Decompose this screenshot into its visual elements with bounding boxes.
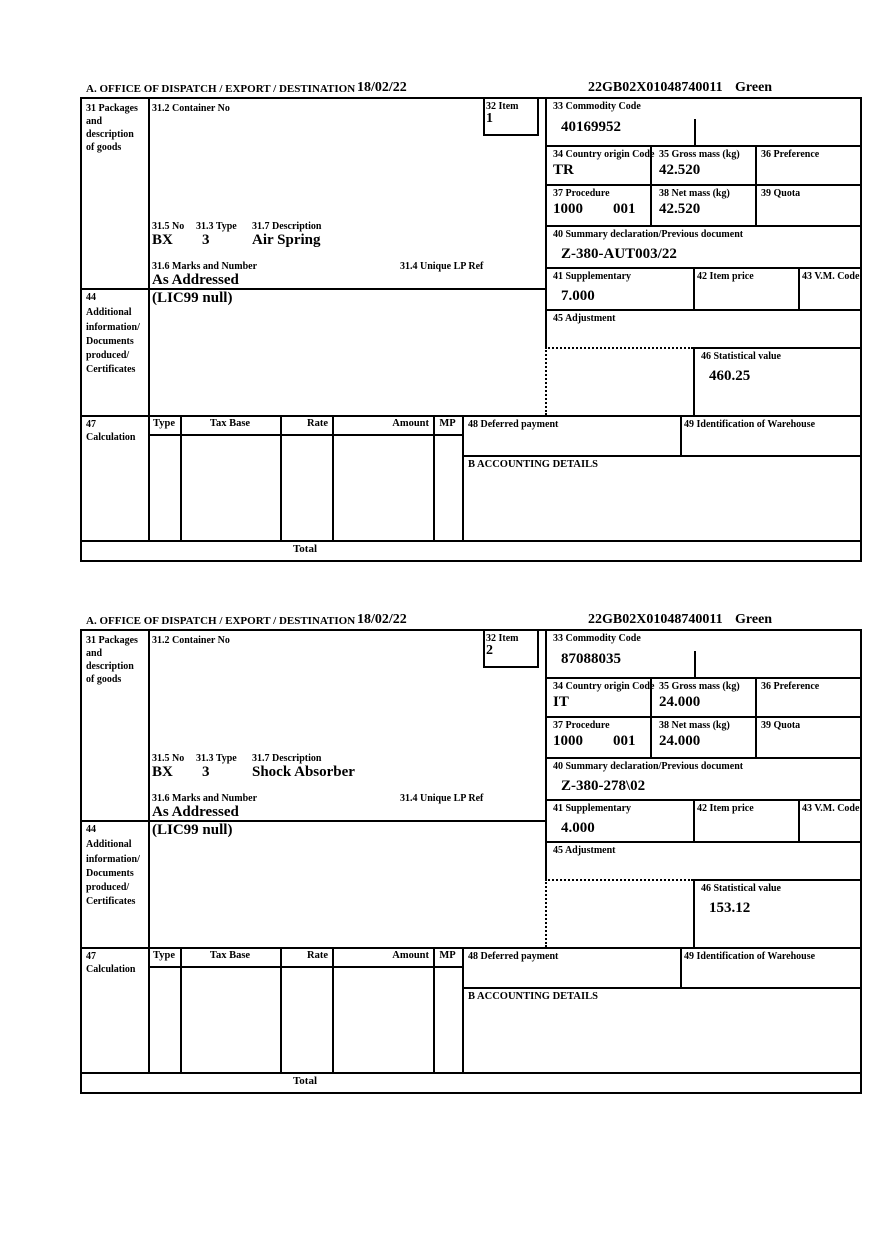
item-form-border bbox=[80, 97, 862, 562]
total-row-top-border bbox=[82, 540, 860, 542]
preference-label: 36 Preference bbox=[761, 149, 820, 160]
box31-label-3: description bbox=[86, 129, 134, 140]
col-header-amount: Amount bbox=[392, 950, 429, 961]
item-no-value: 1 bbox=[486, 111, 493, 126]
col-header-type: Type bbox=[153, 950, 175, 961]
total-row-top-border bbox=[82, 1072, 860, 1074]
vm-code-label: 43 V.M. Code bbox=[802, 803, 860, 814]
box33-bottom-border bbox=[545, 145, 860, 147]
col-header-rate: Rate bbox=[307, 950, 328, 961]
package-type-label: 31.3 Type bbox=[196, 753, 237, 764]
dashed-box-top-border bbox=[545, 347, 693, 349]
box33-bottom-border bbox=[545, 677, 860, 679]
box44-label-5: produced/ bbox=[86, 350, 130, 361]
box44-label-2: Additional bbox=[86, 307, 132, 318]
box47-top-border bbox=[82, 415, 860, 417]
tax-table-header-underline bbox=[148, 966, 462, 968]
col-header-rate: Rate bbox=[307, 418, 328, 429]
box44-label-6: Certificates bbox=[86, 364, 136, 375]
package-type-label: 31.3 Type bbox=[196, 221, 237, 232]
quota-label: 39 Quota bbox=[761, 188, 801, 199]
additional-info-value: (LIC99 null) bbox=[152, 822, 233, 838]
box46-left-border bbox=[693, 879, 695, 947]
statistical-value-label: 46 Statistical value bbox=[701, 883, 781, 894]
dashed-box-top-border bbox=[545, 879, 693, 881]
box31-label-1: 31 Packages bbox=[86, 103, 138, 114]
description-value: Air Spring bbox=[252, 232, 321, 248]
box31-label-1: 31 Packages bbox=[86, 635, 138, 646]
left-column-divider bbox=[148, 631, 150, 1072]
item-box-left-border bbox=[483, 631, 485, 666]
supplementary-label: 41 Supplementary bbox=[553, 803, 632, 814]
unique-lp-ref-label: 31.4 Unique LP Ref bbox=[400, 793, 484, 804]
item-no-label: 32 Item bbox=[486, 633, 519, 644]
marks-label: 31.6 Marks and Number bbox=[152, 793, 258, 804]
vm-code-label: 43 V.M. Code bbox=[802, 271, 860, 282]
item-box-bottom-border bbox=[483, 134, 539, 136]
box47-label-1: 47 bbox=[86, 419, 96, 430]
box31-label-4: of goods bbox=[86, 674, 122, 685]
net-mass-label: 38 Net mass (kg) bbox=[659, 188, 730, 199]
box44-label-3: information/ bbox=[86, 322, 140, 333]
supplementary-label: 41 Supplementary bbox=[553, 271, 632, 282]
previous-document-value: Z-380-278\02 bbox=[561, 778, 646, 794]
tax-table-right-border bbox=[462, 947, 464, 1072]
commodity-code-subdivider bbox=[694, 651, 696, 677]
declaration-date: 18/02/22 bbox=[357, 80, 407, 95]
col-header-tax-base: Tax Base bbox=[209, 418, 251, 429]
dashed-box-left-border bbox=[545, 879, 547, 947]
box34-row-bottom-border bbox=[545, 184, 860, 186]
unique-lp-ref-label: 31.4 Unique LP Ref bbox=[400, 261, 484, 272]
supplementary-value: 4.000 bbox=[561, 820, 595, 836]
box37-row-bottom-border bbox=[545, 225, 860, 227]
marks-label: 31.6 Marks and Number bbox=[152, 261, 258, 272]
box47-label-1: 47 bbox=[86, 951, 96, 962]
box44-label-5: produced/ bbox=[86, 882, 130, 893]
description-label: 31.7 Description bbox=[252, 753, 322, 764]
dashed-box-left-border bbox=[545, 347, 547, 415]
box42-43-divider bbox=[798, 267, 800, 309]
box47-label-2: Calculation bbox=[86, 432, 136, 443]
col-header-type: Type bbox=[153, 418, 175, 429]
procedure-value-2: 001 bbox=[613, 733, 636, 749]
office-of-dispatch-label: A. OFFICE OF DISPATCH / EXPORT / DESTINATION bbox=[86, 83, 356, 95]
item-form-border bbox=[80, 629, 862, 1094]
box41-42-divider bbox=[693, 267, 695, 309]
previous-document-label: 40 Summary declaration/Previous document bbox=[553, 229, 744, 240]
container-no-label: 31.2 Container No bbox=[152, 635, 230, 646]
marks-value: As Addressed bbox=[152, 272, 239, 288]
deferred-payment-label: 48 Deferred payment bbox=[468, 951, 559, 962]
marks-value: As Addressed bbox=[152, 804, 239, 820]
box47-label-2: Calculation bbox=[86, 964, 136, 975]
package-no-label: 31.5 No bbox=[152, 221, 185, 232]
commodity-code-subdivider bbox=[694, 119, 696, 145]
warehouse-id-label: 49 Identification of Warehouse bbox=[684, 951, 816, 962]
description-value: Shock Absorber bbox=[252, 764, 355, 780]
deferred-payment-label: 48 Deferred payment bbox=[468, 419, 559, 430]
box40-bottom-border bbox=[545, 799, 860, 801]
box46-left-border bbox=[693, 347, 695, 415]
box37-row-bottom-border bbox=[545, 757, 860, 759]
box44-label-6: Certificates bbox=[86, 896, 136, 907]
procedure-value-1: 1000 bbox=[553, 201, 583, 217]
warehouse-id-label: 49 Identification of Warehouse bbox=[684, 419, 816, 430]
commodity-code-label: 33 Commodity Code bbox=[553, 101, 641, 112]
box44-label-3: information/ bbox=[86, 854, 140, 865]
country-origin-value: TR bbox=[553, 162, 574, 178]
previous-document-label: 40 Summary declaration/Previous document bbox=[553, 761, 744, 772]
net-mass-value: 24.000 bbox=[659, 733, 701, 749]
box34-row-bottom-border bbox=[545, 716, 860, 718]
box44-label-2: Additional bbox=[86, 839, 132, 850]
box46-top-border bbox=[693, 879, 860, 881]
box31-label-2: and bbox=[86, 116, 103, 127]
gross-mass-label: 35 Gross mass (kg) bbox=[659, 149, 740, 160]
left-column-divider bbox=[148, 99, 150, 540]
description-label: 31.7 Description bbox=[252, 221, 322, 232]
item-box-bottom-border bbox=[483, 666, 539, 668]
previous-document-value: Z-380-AUT003/22 bbox=[561, 246, 677, 262]
supplementary-value: 7.000 bbox=[561, 288, 595, 304]
routing-status: Green bbox=[735, 612, 773, 627]
box31-label-4: of goods bbox=[86, 142, 122, 153]
box31-label-3: description bbox=[86, 661, 134, 672]
net-mass-value: 42.520 bbox=[659, 201, 701, 217]
box48-bottom-border bbox=[462, 987, 860, 989]
quota-label: 39 Quota bbox=[761, 720, 801, 731]
box44-label-4: Documents bbox=[86, 868, 134, 879]
procedure-value-1: 1000 bbox=[553, 733, 583, 749]
tax-table-right-border bbox=[462, 415, 464, 540]
additional-info-value: (LIC99 null) bbox=[152, 290, 233, 306]
package-no-value: BX bbox=[152, 232, 173, 248]
box44-label-4: Documents bbox=[86, 336, 134, 347]
box41-42-divider bbox=[693, 799, 695, 841]
col-header-mp: MP bbox=[439, 950, 456, 961]
package-type-value: 3 bbox=[202, 232, 210, 248]
total-label: Total bbox=[292, 1075, 318, 1087]
box47-top-border bbox=[82, 947, 860, 949]
col-header-amount: Amount bbox=[392, 418, 429, 429]
item-price-label: 42 Item price bbox=[697, 271, 754, 282]
col-header-tax-base: Tax Base bbox=[209, 950, 251, 961]
commodity-code-value: 40169952 bbox=[561, 119, 621, 135]
office-of-dispatch-label: A. OFFICE OF DISPATCH / EXPORT / DESTINATION bbox=[86, 615, 356, 627]
box42-43-divider bbox=[798, 799, 800, 841]
routing-status: Green bbox=[735, 80, 773, 95]
container-no-label: 31.2 Container No bbox=[152, 103, 230, 114]
gross-mass-label: 35 Gross mass (kg) bbox=[659, 681, 740, 692]
procedure-label: 37 Procedure bbox=[553, 188, 610, 199]
box40-bottom-border bbox=[545, 267, 860, 269]
package-no-value: BX bbox=[152, 764, 173, 780]
net-mass-label: 38 Net mass (kg) bbox=[659, 720, 730, 731]
procedure-value-2: 001 bbox=[613, 201, 636, 217]
accounting-details-label: B ACCOUNTING DETAILS bbox=[468, 991, 598, 1002]
adjustment-label: 45 Adjustment bbox=[553, 313, 616, 324]
preference-label: 36 Preference bbox=[761, 681, 820, 692]
item-box-right-border bbox=[537, 99, 539, 134]
gross-mass-value: 42.520 bbox=[659, 162, 701, 178]
commodity-code-label: 33 Commodity Code bbox=[553, 633, 641, 644]
country-origin-label: 34 Country origin Code bbox=[553, 149, 655, 160]
declaration-reference: 22GB02X01048740011 bbox=[588, 612, 723, 627]
commodity-code-value: 87088035 bbox=[561, 651, 621, 667]
declaration-item-section-1 bbox=[80, 81, 862, 562]
item-no-label: 32 Item bbox=[486, 101, 519, 112]
accounting-details-label: B ACCOUNTING DETAILS bbox=[468, 459, 598, 470]
country-origin-value: IT bbox=[553, 694, 569, 710]
item-no-value: 2 bbox=[486, 643, 493, 658]
tax-table-header-underline bbox=[148, 434, 462, 436]
box41-row-bottom-border bbox=[545, 841, 860, 843]
procedure-label: 37 Procedure bbox=[553, 720, 610, 731]
box48-49-divider bbox=[680, 415, 682, 455]
box48-49-divider bbox=[680, 947, 682, 987]
country-origin-label: 34 Country origin Code bbox=[553, 681, 655, 692]
box41-row-bottom-border bbox=[545, 309, 860, 311]
item-box-left-border bbox=[483, 99, 485, 134]
gross-mass-value: 24.000 bbox=[659, 694, 701, 710]
item-price-label: 42 Item price bbox=[697, 803, 754, 814]
box44-label-1: 44 bbox=[86, 292, 96, 303]
box46-top-border bbox=[693, 347, 860, 349]
total-label: Total bbox=[292, 543, 318, 555]
statistical-value-label: 46 Statistical value bbox=[701, 351, 781, 362]
declaration-item-section-2 bbox=[80, 613, 862, 1094]
box48-bottom-border bbox=[462, 455, 860, 457]
declaration-reference: 22GB02X01048740011 bbox=[588, 80, 723, 95]
package-type-value: 3 bbox=[202, 764, 210, 780]
box44-label-1: 44 bbox=[86, 824, 96, 835]
package-no-label: 31.5 No bbox=[152, 753, 185, 764]
declaration-date: 18/02/22 bbox=[357, 612, 407, 627]
item-box-right-border bbox=[537, 631, 539, 666]
col-header-mp: MP bbox=[439, 418, 456, 429]
adjustment-label: 45 Adjustment bbox=[553, 845, 616, 856]
statistical-value: 460.25 bbox=[709, 368, 751, 384]
statistical-value: 153.12 bbox=[709, 900, 751, 916]
box31-label-2: and bbox=[86, 648, 103, 659]
